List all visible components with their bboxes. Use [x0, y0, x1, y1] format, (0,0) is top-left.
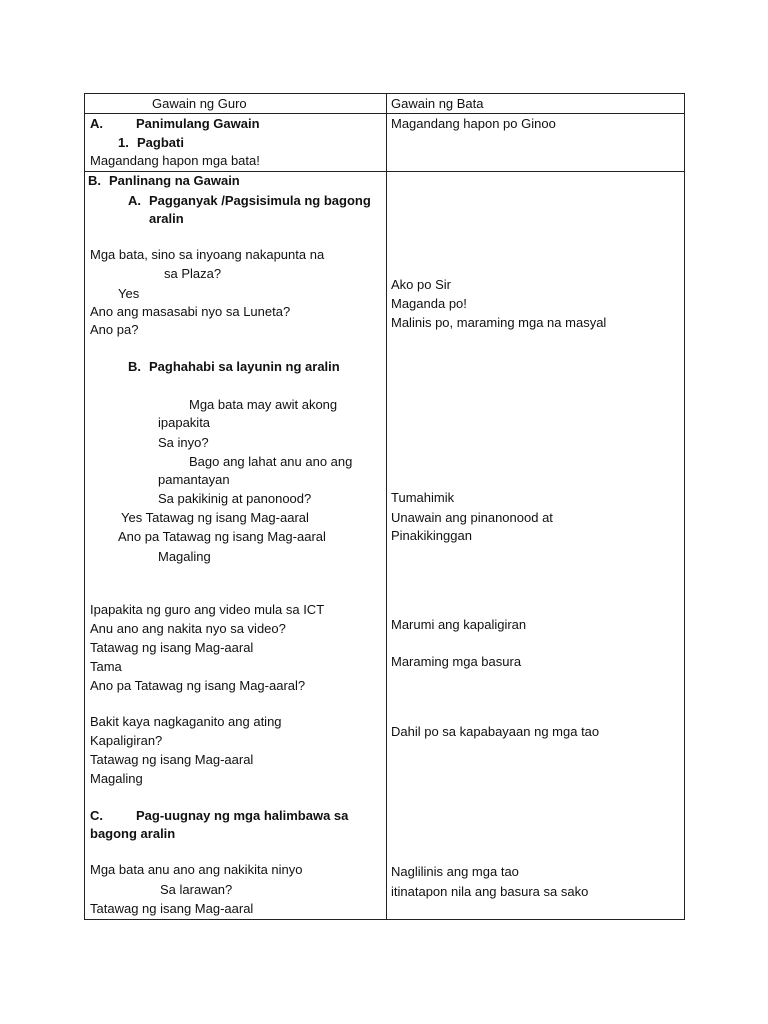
section-a-title: Panimulang Gawain — [136, 116, 260, 131]
guro-greeting: Magandang hapon mga bata! — [90, 153, 260, 168]
video-line-3: Tatawag ng isang Mag-aaral — [90, 640, 254, 655]
bata-line-9: Dahil po sa kapabayaan ng mga tao — [391, 724, 600, 739]
sub-b-title: Paghahabi sa layunin ng aralin — [149, 359, 340, 374]
song-line-8: Ano pa Tatawag ng isang Mag-aaral — [118, 529, 326, 544]
header-bata: Gawain ng Bata — [391, 96, 484, 111]
bata-line-8: Maraming mga basura — [391, 654, 522, 669]
video-line-1: Ipapakita ng guro ang video mula sa ICT — [90, 602, 325, 617]
bata-greeting: Magandang hapon po Ginoo — [391, 116, 556, 131]
bata-line-11: itinatapon nila ang basura sa sako — [391, 884, 589, 899]
pic-line-3: Tatawag ng isang Mag-aaral — [90, 901, 254, 916]
song-line-1: Mga bata may awit akong — [189, 397, 338, 412]
bata-line-4: Tumahimik — [391, 490, 455, 505]
bata-line-1: Ako po Sir — [391, 277, 451, 292]
sub-a-title-line2: aralin — [149, 211, 184, 226]
bata-line-6: Pinakikinggan — [391, 528, 472, 543]
sub-c-title-line1: Pag-uugnay ng mga halimbawa sa — [136, 808, 349, 823]
sub-c-letter: C. — [90, 808, 103, 823]
video-line-2: Anu ano ang nakita nyo sa video? — [90, 621, 286, 636]
song-line-2: ipapakita — [158, 415, 211, 430]
section-b-letter: B. — [88, 173, 101, 188]
song-line-9: Magaling — [158, 549, 211, 564]
guro-line-4: Ano ang masasabi nyo sa Luneta? — [90, 304, 291, 319]
item-1-number: 1. — [118, 135, 129, 150]
sub-a-letter: A. — [128, 193, 141, 208]
song-line-3: Sa inyo? — [158, 435, 209, 450]
bata-line-3: Malinis po, maraming mga na masyal — [391, 315, 607, 330]
video-line-5: Ano pa Tatawag ng isang Mag-aaral? — [90, 678, 306, 693]
pic-line-1: Mga bata anu ano ang nakikita ninyo — [90, 862, 303, 877]
sub-b-letter: B. — [128, 359, 141, 374]
guro-line-1: Mga bata, sino sa inyoang nakapunta na — [90, 247, 325, 262]
column-divider — [386, 94, 387, 919]
song-line-4: Bago ang lahat anu ano ang — [189, 454, 353, 469]
song-line-5: pamantayan — [158, 472, 230, 487]
guro-line-3: Yes — [118, 286, 140, 301]
bata-line-2: Maganda po! — [391, 296, 467, 311]
sub-c-title-line2: bagong aralin — [90, 826, 176, 841]
why-line-4: Magaling — [90, 771, 143, 786]
item-1-title: Pagbati — [137, 135, 184, 150]
header-row-divider — [85, 113, 684, 114]
row-a-divider — [85, 171, 684, 172]
header-guro: Gawain ng Guro — [152, 96, 247, 111]
why-line-2: Kapaligiran? — [90, 733, 163, 748]
song-line-7: Yes Tatawag ng isang Mag-aaral — [121, 510, 309, 525]
section-a-letter: A. — [90, 116, 103, 131]
sub-a-title-line1: Pagganyak /Pagsisimula ng bagong — [149, 193, 371, 208]
why-line-3: Tatawag ng isang Mag-aaral — [90, 752, 254, 767]
song-line-6: Sa pakikinig at panonood? — [158, 491, 312, 506]
section-b-title: Panlinang na Gawain — [109, 173, 240, 188]
bata-line-7: Marumi ang kapaligiran — [391, 617, 527, 632]
guro-line-2: sa Plaza? — [164, 266, 222, 281]
why-line-1: Bakit kaya nagkaganito ang ating — [90, 714, 282, 729]
guro-line-5: Ano pa? — [90, 322, 139, 337]
pic-line-2: Sa larawan? — [160, 882, 233, 897]
bata-line-10: Naglilinis ang mga tao — [391, 864, 519, 879]
video-line-4: Tama — [90, 659, 122, 674]
bata-line-5: Unawain ang pinanonood at — [391, 510, 553, 525]
